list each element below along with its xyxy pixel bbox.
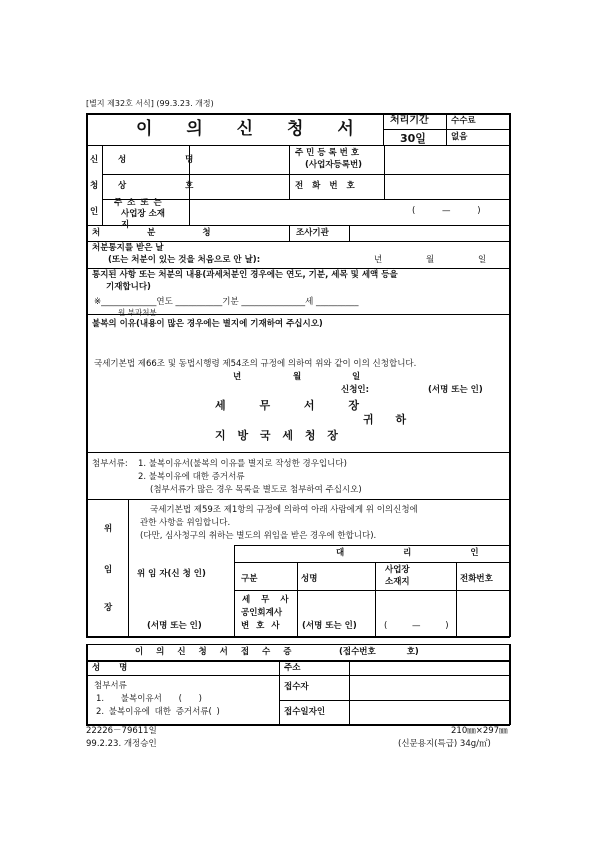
investigation-office-field[interactable] — [350, 226, 508, 240]
tax-office-head: 세 무 서 장 — [215, 399, 374, 412]
applicant-section-char: 신 — [90, 155, 99, 165]
phone-field[interactable] — [385, 175, 508, 198]
footer-paper-type: (신문용지(특급) 34g/㎡) — [398, 739, 491, 749]
agent-col-address: 소재지 — [385, 577, 410, 587]
process-period-label: 처리기간 — [390, 115, 429, 126]
receipt-number: (접수번호 호) — [339, 647, 419, 657]
notice-date-label: (또는 처분이 있는 것을 처음으로 안 날): — [108, 255, 261, 265]
delegation-section-char: 임 — [104, 565, 113, 575]
agent-type-checkbox[interactable]: 공인회계사 — [241, 608, 283, 618]
declaration-year: 년 — [233, 372, 242, 382]
agent-header: 대 리 인 — [336, 548, 507, 558]
fee-value: 없음 — [451, 132, 468, 142]
notice-date-label: 처분통지를 받은 날 — [92, 243, 164, 253]
agent-type-checkbox[interactable]: 세 무 사 — [242, 595, 293, 605]
notice-date-year: 년 — [374, 255, 383, 265]
objection-reason-field[interactable] — [90, 333, 506, 353]
name-label: 성 명 — [118, 155, 222, 165]
declaration-day: 일 — [352, 372, 361, 382]
notice-content-label: 기재합니다) — [106, 282, 151, 292]
notice-content-label: 통지된 사항 또는 처분의 내용(과세처분인 경우에는 연도, 기분, 세목 및 세액 등을 — [92, 270, 398, 280]
disposition-office-label: 처 분 청 — [92, 228, 233, 238]
delegation-text: 관한 사항을 위임합니다. — [140, 518, 231, 528]
objection-reason-label: 불복의 이유(내용이 많은 경우에는 별지에 기재하여 주십시오) — [92, 319, 323, 329]
delegator-sign-or-seal[interactable]: (서명 또는 인) — [147, 621, 202, 631]
applicant-section-char: 인 — [90, 207, 99, 217]
applicant-sign-label: 신청인: — [341, 385, 370, 395]
agent-col-type: 구분 — [241, 574, 258, 584]
receipt-name-label: 성 명 — [92, 663, 136, 673]
receipt-title: 이 의 신 청 서 접 수 증 — [135, 647, 297, 657]
agent-sign-or-seal[interactable]: (서명 또는 인) — [302, 621, 357, 631]
receipt-attachment-item: 1. 불복이유서 ( ) — [96, 694, 202, 704]
notice-content-line[interactable]: ※_____________연도 ___________기분 _______________세 __________ — [94, 297, 359, 307]
attachment-note: (첨부서류가 많은 경우 목록을 별도로 첨부하여 주십시오) — [150, 485, 362, 495]
fee-label: 수수료 — [451, 116, 476, 126]
delegator-label: 위 임 자(신 청 인) — [137, 569, 206, 579]
trade-name-field[interactable] — [190, 175, 288, 198]
process-period-value: 30일 — [400, 132, 426, 145]
footer-approval: 99.2.23. 개정승인 — [86, 739, 157, 749]
agent-col-address: 사업장 — [385, 565, 410, 575]
name-field[interactable] — [190, 146, 288, 173]
applicant-section-char: 청 — [90, 181, 99, 191]
attachment-item: 2. 불복이유에 대한 증거서류 — [138, 472, 245, 482]
agent-phone-paren: ( — ) — [384, 621, 449, 631]
address-label: 주 소 또 는 — [114, 198, 163, 208]
applicant-sign-or-seal[interactable]: (서명 또는 인) — [428, 385, 483, 395]
delegation-text: 국세기본법 제59조 제1항의 규정에 의하여 아래 사람에게 위 이의신청에 — [150, 505, 418, 515]
business-number-label: (사업자등록번) — [305, 160, 363, 170]
honorific: 귀 하 — [363, 413, 416, 426]
form-title: 이 의 신 청 서 — [136, 119, 368, 139]
agent-col-phone: 전화번호 — [460, 574, 493, 584]
phone-label: 전 화 번 호 — [295, 181, 358, 191]
receipt-address-label: 주소 — [284, 663, 301, 673]
regional-tax-office-head: 지 방 국 세 청 장 — [215, 429, 342, 442]
notice-date-day: 일 — [478, 255, 487, 265]
delegation-section-char: 위 — [104, 524, 113, 534]
disposition-office-field[interactable] — [190, 226, 288, 240]
address-label: 지 — [121, 220, 130, 230]
resident-number-label: 주 민 등 록 번 호 — [295, 148, 360, 158]
receipt-attachments-label: 첨부서류 — [94, 681, 127, 691]
footer-paper-size: 210㎜×297㎜ — [451, 726, 508, 736]
delegation-section-char: 장 — [104, 603, 113, 613]
trade-name-label: 상 호 — [118, 181, 222, 191]
receive-date-label: 접수일자인 — [284, 707, 326, 717]
address-phone-paren: ( — ) — [412, 206, 481, 216]
attachment-item: 1. 불복이유서(불복의 이유를 별지로 작성한 경우입니다) — [138, 459, 347, 469]
footer-form-code: 22226－79611일 — [86, 726, 157, 736]
investigation-office-label: 조사기관 — [296, 228, 329, 238]
declaration-month: 월 — [293, 372, 302, 382]
attachments-label: 첨부서류: — [92, 459, 128, 469]
notice-content-line: 원 부과처분 — [118, 308, 157, 317]
agent-col-name: 성명 — [301, 574, 318, 584]
address-label: 사업장 소재 — [121, 209, 166, 219]
resident-number-field[interactable] — [385, 146, 508, 173]
notice-date-month: 월 — [426, 255, 435, 265]
receipt-attachment-item: 2. 불복이유에 대한 증거서류( ) — [96, 707, 220, 717]
delegation-text: (다만, 심사청구의 취하는 별도의 위임을 받은 경우에 한합니다). — [140, 531, 377, 541]
receiver-label: 접수자 — [284, 682, 309, 692]
agent-type-checkbox[interactable]: 변 호 사 — [241, 621, 282, 631]
declaration-text: 국세기본법 제66조 및 동법시행령 제54조의 규정에 의하여 위와 같이 이의 신청합니다. — [94, 359, 417, 369]
form-number-note: [별지 제32호 서식] (99.3.23. 개정) — [86, 99, 214, 108]
